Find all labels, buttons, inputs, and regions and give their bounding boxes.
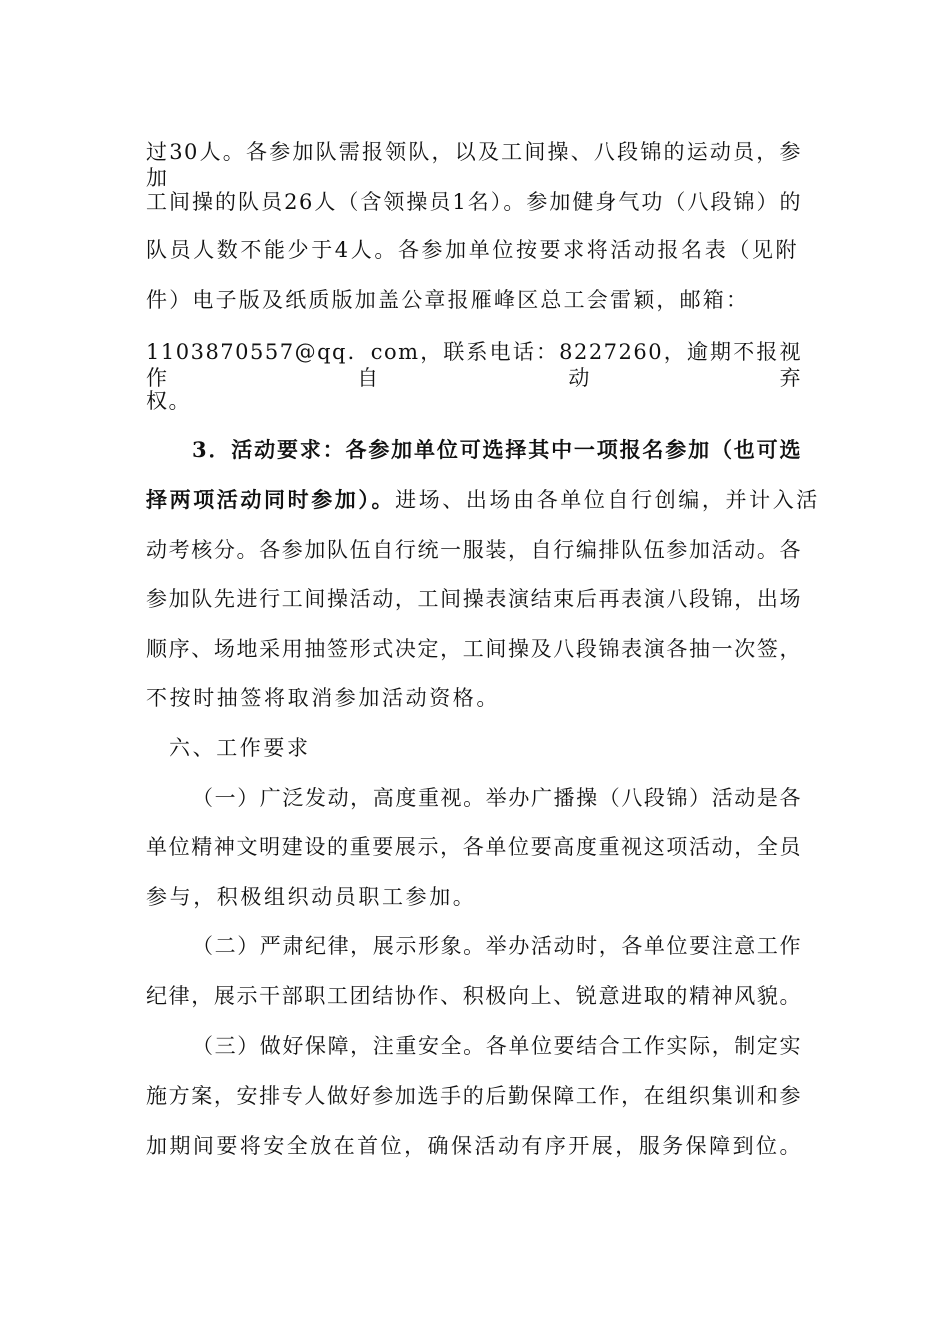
paragraph-line: 件）电子版及纸质版加盖公章报雁峰区总工会雷颖，邮箱： (146, 288, 750, 312)
paragraph-line: （一）广泛发动，高度重视。举办广播操（八段锦）活动是各 (192, 786, 802, 810)
paragraph-line: 队员人数不能少于4人。各参加单位按要求将活动报名表（见附 (146, 238, 800, 262)
section-heading-activity-requirements: 3．活动要求：各参加单位可选择其中一项报名参加（也可选 (192, 437, 802, 462)
paragraph-line: 施方案，安排专人做好参加选手的后勤保障工作，在组织集训和参 (146, 1084, 802, 1108)
paragraph-line: 工间操的队员26人（含领操员1名）。参加健身气功（八段锦）的 (146, 190, 802, 214)
paragraph-line: 顺序、场地采用抽签形式决定，工间操及八段锦表演各抽一次签， (146, 637, 802, 661)
paragraph-line: 纪律，展示干部职工团结协作、积极向上、锐意进取的精神风貌。 (146, 984, 802, 1008)
paragraph-line: 参与，积极组织动员职工参加。 (146, 885, 477, 909)
paragraph-text: 进场、出场由各单位自行创编，并计入活 (395, 488, 820, 512)
bold-text: 择两项活动同时参加）。 (146, 487, 396, 512)
paragraph-line: 加期间要将安全放在首位，确保活动有序开展，服务保障到位。 (146, 1134, 802, 1158)
paragraph-line: 过30人。各参加队需报领队，以及工间操、八段锦的运动员，参加 (146, 140, 802, 190)
paragraph-line: 参加队先进行工间操活动，工间操表演结束后再表演八段锦，出场 (146, 587, 802, 611)
paragraph-line: （三）做好保障，注重安全。各单位要结合工作实际，制定实 (192, 1034, 802, 1058)
paragraph-line: 单位精神文明建设的重要展示，各单位要高度重视这项活动，全员 (146, 835, 802, 859)
paragraph-line: 不按时抽签将取消参加活动资格。 (146, 686, 500, 710)
section-heading-work-requirements: 六、工作要求 (169, 736, 311, 760)
paragraph-line (146, 487, 820, 513)
paragraph-line: （二）严肃纪律，展示形象。举办活动时，各单位要注意工作 (192, 934, 802, 958)
paragraph-line: 动考核分。各参加队伍自行统一服装，自行编排队伍参加活动。各 (146, 538, 802, 562)
paragraph-line: 权。 (146, 389, 191, 413)
paragraph-line: 1103870557@qq．com，联系电话：8227260，逾期不报视作自动弃 (146, 340, 802, 390)
